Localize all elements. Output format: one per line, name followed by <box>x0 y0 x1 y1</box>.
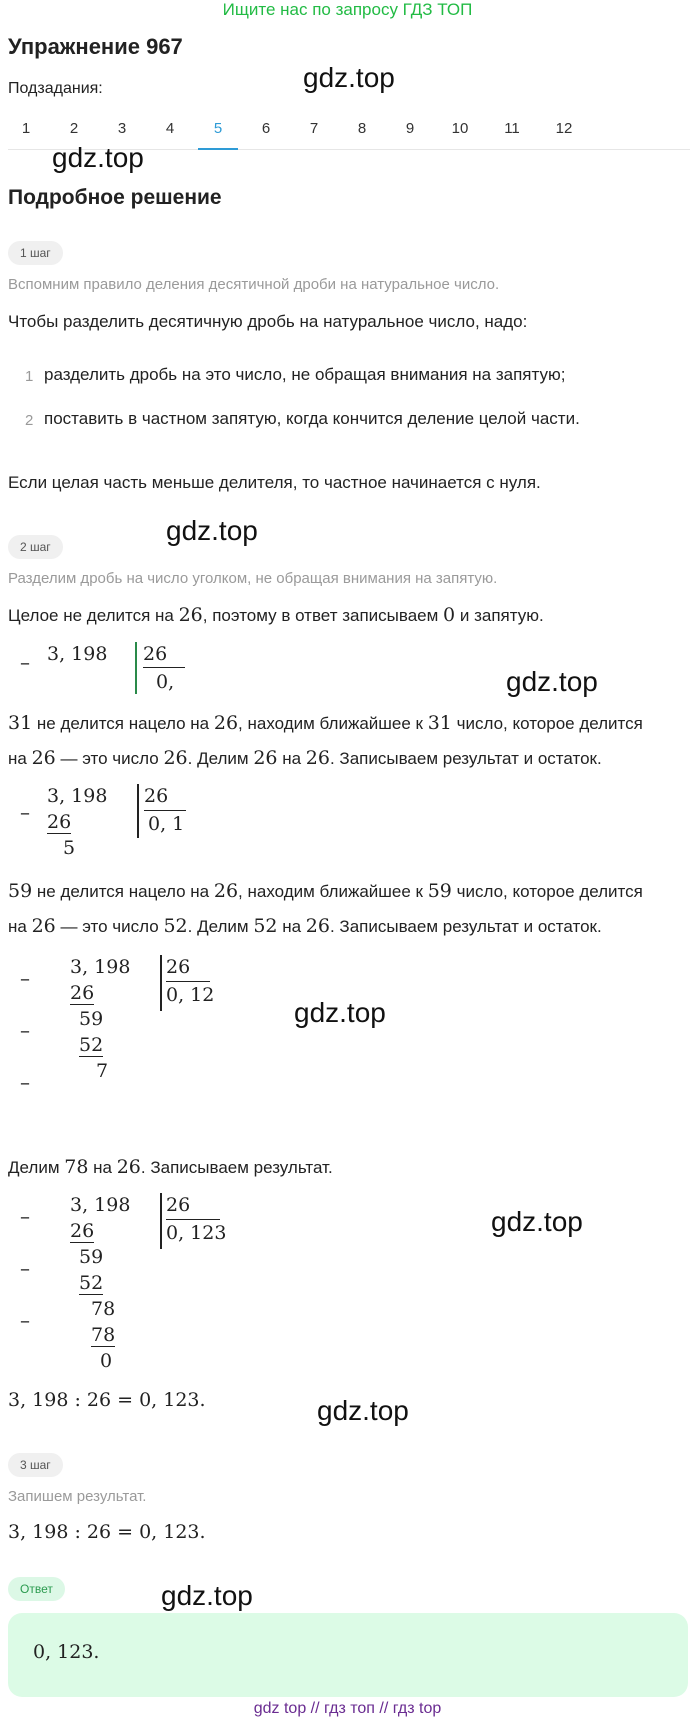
divisor: 26 <box>166 1194 191 1216</box>
step-hint: Разделим дробь на число уголком, не обращая внимания на запятую. <box>8 570 498 587</box>
division-bar <box>135 642 137 694</box>
step-text: 59 не делится нацело на 26, находим ближайшее к 59 число, которое делится <box>8 880 643 902</box>
divisor-line <box>144 810 186 811</box>
step-text: 31 не делится нацело на 26, находим ближайшее к 31 число, которое делится <box>8 712 643 734</box>
active-tab-indicator <box>198 148 238 150</box>
minus-sign: – <box>20 800 30 824</box>
step-hint: Вспомним правило деления десятичной дроби на натуральное число. <box>8 276 500 293</box>
tab-5[interactable]: 5 <box>213 120 223 137</box>
step-text: Если целая часть меньше делителя, то частное начинается с нуля. <box>8 473 541 492</box>
subtrahend: 52 <box>79 1272 104 1294</box>
list-item: разделить дробь на это число, не обращая внимания на запятую; <box>44 365 566 384</box>
divisor-line <box>166 981 210 982</box>
minus-sign: – <box>20 1308 30 1332</box>
minus-sign: – <box>20 1018 30 1042</box>
list-number: 1 <box>25 368 34 385</box>
quotient: 0, <box>156 671 175 693</box>
divisor-line <box>143 667 185 668</box>
watermark: gdz.top <box>303 62 395 93</box>
subtrahend: 26 <box>47 811 72 833</box>
step-text: на 26 — это число 26. Делим 26 на 26. Записываем результат и остаток. <box>8 747 602 769</box>
answer-value: 0, 123. <box>33 1641 100 1663</box>
division-bar <box>160 1193 162 1249</box>
minus-sign: – <box>20 966 30 990</box>
search-banner[interactable]: Ищите нас по запросу ГДЗ ТОП <box>222 0 473 19</box>
step-hint: Запишем результат. <box>8 1488 147 1505</box>
watermark: gdz.top <box>506 666 598 697</box>
watermark: gdz.top <box>317 1395 409 1426</box>
minus-sign: – <box>20 1256 30 1280</box>
step-text: Целое не делится на 26, поэтому в ответ записываем 0 и запятую. <box>8 604 544 626</box>
step-text: на 26 — это число 52. Делим 52 на 26. Записываем результат и остаток. <box>8 915 602 937</box>
watermark: gdz.top <box>52 142 144 173</box>
tab-2[interactable]: 2 <box>69 120 79 137</box>
tab-8[interactable]: 8 <box>357 120 367 137</box>
result-equation: 3, 198 : 26 = 0, 123. <box>8 1389 206 1411</box>
dividend: 3, 198 <box>70 1194 131 1216</box>
step-badge: 1 шаг <box>8 241 63 265</box>
tab-7[interactable]: 7 <box>309 120 319 137</box>
footer-link[interactable]: гдз топ <box>324 1700 375 1717</box>
tab-6[interactable]: 6 <box>261 120 271 137</box>
watermark: gdz.top <box>166 515 258 546</box>
step-text: Чтобы разделить десятичную дробь на натуральное число, надо: <box>8 312 528 331</box>
remainder: 59 <box>79 1008 104 1030</box>
quotient: 0, 12 <box>166 984 215 1006</box>
division-bar <box>160 955 162 1011</box>
minus-sign: – <box>20 1204 30 1228</box>
divisor: 26 <box>143 643 168 665</box>
subtasks-label: Подзадания: <box>8 80 103 97</box>
watermark: gdz.top <box>161 1580 253 1611</box>
subtrahend: 78 <box>91 1324 116 1346</box>
answer-badge: Ответ <box>8 1577 65 1601</box>
tab-12[interactable]: 12 <box>555 120 573 137</box>
solution-title: Подробное решение <box>8 186 222 209</box>
tab-3[interactable]: 3 <box>117 120 127 137</box>
remainder: 0 <box>100 1350 113 1372</box>
divisor-line <box>166 1219 220 1220</box>
subtrahend: 52 <box>79 1034 104 1056</box>
divisor: 26 <box>144 785 169 807</box>
watermark: gdz.top <box>294 997 386 1028</box>
divisor: 26 <box>166 956 191 978</box>
footer-separator: // <box>310 1700 320 1717</box>
tab-4[interactable]: 4 <box>165 120 175 137</box>
dividend: 3, 198 <box>70 956 131 978</box>
page-title: Упражнение 967 <box>8 34 183 59</box>
subtrahend: 26 <box>70 982 95 1004</box>
tab-9[interactable]: 9 <box>405 120 415 137</box>
minus-sign: – <box>20 650 30 674</box>
step-text: Делим 78 на 26. Записываем результат. <box>8 1156 333 1178</box>
division-bar <box>137 784 139 838</box>
remainder: 59 <box>79 1246 104 1268</box>
tab-11[interactable]: 11 <box>504 120 520 137</box>
quotient: 0, 123 <box>166 1222 227 1244</box>
quotient: 0, 1 <box>148 813 185 835</box>
watermark: gdz.top <box>491 1206 583 1237</box>
remainder: 5 <box>63 837 76 859</box>
footer-link[interactable]: gdz top <box>253 1700 307 1717</box>
tab-10[interactable]: 10 <box>451 120 469 137</box>
footer-link[interactable]: гдз top <box>392 1700 442 1717</box>
subtrahend: 26 <box>70 1220 95 1242</box>
step-badge: 3 шаг <box>8 1453 63 1477</box>
answer-box <box>8 1613 688 1697</box>
result-equation: 3, 198 : 26 = 0, 123. <box>8 1521 206 1543</box>
dividend: 3, 198 <box>47 643 108 665</box>
remainder: 7 <box>96 1060 109 1082</box>
step-badge: 2 шаг <box>8 535 63 559</box>
tab-1[interactable]: 1 <box>21 120 31 137</box>
minus-sign: – <box>20 1070 30 1094</box>
footer-separator: // <box>379 1700 389 1717</box>
footer-links <box>0 1700 695 1718</box>
dividend: 3, 198 <box>47 785 108 807</box>
remainder: 78 <box>91 1298 116 1320</box>
list-number: 2 <box>25 412 34 429</box>
list-item: поставить в частном запятую, когда кончится деление целой части. <box>44 409 580 428</box>
